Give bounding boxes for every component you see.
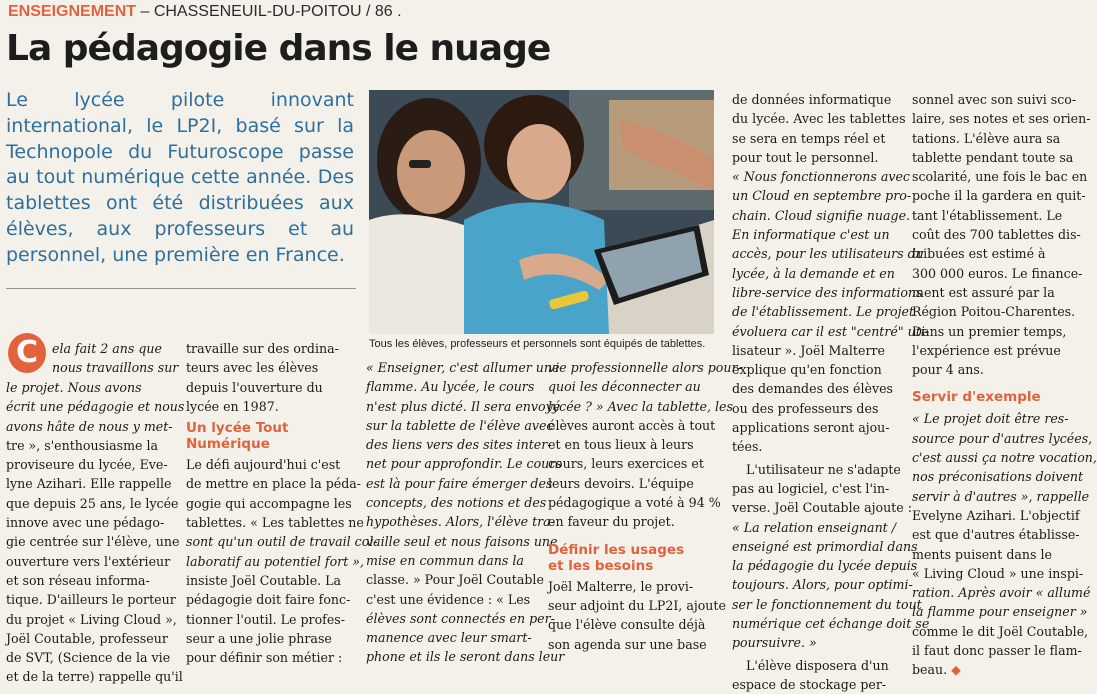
text-line: tablette pendant toute sa <box>912 149 1074 165</box>
text-line: sont qu'un outil de travail col- <box>186 534 378 550</box>
text-line: la pédagogie du lycée depuis <box>732 558 918 574</box>
text-line: chain. Cloud signifie nuage. <box>732 207 911 223</box>
text-line: et de la terre) rappelle qu'il <box>6 669 183 685</box>
text-line: applications seront ajou- <box>732 420 890 436</box>
text-line: source pour d'autres lycées, <box>912 430 1093 446</box>
text-line: ouverture vers l'extérieur <box>6 553 171 569</box>
text-line: écrit une pédagogie et nous <box>6 399 185 415</box>
text-line: coût des 700 tablettes dis- <box>912 227 1081 243</box>
text-line: numérique cet échange doit se <box>732 616 930 632</box>
text-line: lisateur ». Joël Malterre <box>732 342 885 358</box>
text-line: il faut donc passer le flam- <box>912 643 1082 659</box>
text-line: sonnel avec son suivi sco- <box>912 92 1077 107</box>
text-line: explique qu'en fonction <box>732 362 882 378</box>
text-line: se sera en temps réel et <box>732 130 886 146</box>
text-line: accès, pour les utilisateurs du <box>732 246 924 262</box>
text-line: vaille seul et nous faisons une <box>366 533 558 549</box>
text-line: des liens vers des sites inter- <box>366 437 552 453</box>
text-line: « Le projet doit être res- <box>912 411 1069 427</box>
text-line: « Enseigner, c'est allumer une <box>366 360 560 375</box>
text-line: Joël Coutable, professeur <box>6 630 168 646</box>
text-line: toujours. Alors, pour optimi- <box>732 577 913 593</box>
article-photo <box>369 90 714 334</box>
text-line: de données informatique <box>732 92 892 107</box>
text-line: flamme. Au lycée, le cours <box>366 379 535 395</box>
column-4 <box>548 358 742 654</box>
text-line: ser le fonctionnement du tout <box>732 596 922 612</box>
text-line: « Living Cloud » une inspi- <box>912 565 1084 581</box>
text-line: de l'établissement. Le projet <box>732 304 915 320</box>
classroom-photo-illustration <box>369 90 714 334</box>
text-line: Joël Malterre, le provi- <box>548 578 694 594</box>
text-line: élèves auront accès à tout <box>548 417 716 433</box>
text-line: élèves sont connectés en per- <box>366 610 555 626</box>
text-line: innove avec une pédago- <box>6 515 165 531</box>
text-line: tées. <box>732 439 763 455</box>
text-line: est que d'autres établisse- <box>912 527 1080 543</box>
article-standfirst: Le lycée pilote innovant international, le LP2I, basé sur la Technopole du Futuroscope passe au tout numérique cette année. Des tablettes ont été distribuées aux élèves, aux professeurs et au personnel, une première en France. <box>6 89 354 266</box>
subheading-servir-exemple: Servir d'exemple <box>912 389 1041 406</box>
text-line: laire, ses notes et ses orien- <box>912 111 1091 127</box>
column-2 <box>186 339 378 667</box>
text-line: lyne Azihari. Elle rappelle <box>6 476 172 492</box>
text-line: ment est assuré par la <box>912 284 1055 300</box>
text-line: ela fait 2 ans que <box>52 341 162 356</box>
text-line: « La relation enseignant / <box>732 519 896 535</box>
text-line: en faveur du projet. <box>548 514 675 530</box>
text-line: L'élève disposera d'un <box>746 657 889 673</box>
text-line: tribuées est estimé à <box>912 246 1046 262</box>
text-line: que depuis 25 ans, le lycée <box>6 495 179 511</box>
text-line: comme le dit Joël Coutable, <box>912 623 1089 639</box>
column-3 <box>366 358 565 667</box>
location-label: – CHASSENEUIL-DU-POITOU / 86 . <box>140 3 402 20</box>
text-line: gogie qui accompagne les <box>186 495 352 511</box>
drop-cap: C <box>8 333 46 373</box>
text-line: tablettes. « Les tablettes ne <box>186 515 364 531</box>
end-mark-icon: ◆ <box>951 662 961 678</box>
text-line: mise en commun dans la <box>366 552 524 568</box>
text-line: 300 000 euros. Le finance- <box>912 265 1083 281</box>
text-line: tique. D'ailleurs le porteur <box>6 592 176 608</box>
text-line: du lycée. Avec les tablettes <box>732 111 906 127</box>
text-line: manence avec leur smart- <box>366 630 532 646</box>
text-line: et en tous lieux à leurs <box>548 437 694 453</box>
text-line: « Nous fonctionnerons avec <box>732 169 910 185</box>
text-line: et son réseau informa- <box>6 572 150 588</box>
text-line: L'utilisateur ne s'adapte <box>746 461 901 477</box>
text-line: des demandes des élèves <box>732 381 893 397</box>
text-line: hypothèses. Alors, l'élève tra- <box>366 514 555 530</box>
text-line: du projet « Living Cloud », <box>6 611 177 627</box>
text-line-last <box>912 660 1078 679</box>
text-line: pour tout le personnel. <box>732 149 879 165</box>
text-line: depuis l'ouverture du <box>186 379 323 395</box>
text-line: travaille sur des ordina- <box>186 341 339 356</box>
text-line: beau. <box>912 662 948 678</box>
text-line: tre », s'enthousiasme la <box>6 437 158 453</box>
text-line: pas au logiciel, c'est l'in- <box>732 480 890 496</box>
text-line: teurs avec les élèves <box>186 360 319 376</box>
text-line: poursuivre. » <box>732 635 817 651</box>
column-1 <box>52 339 179 378</box>
text-line: Région Poitou-Charentes. <box>912 304 1076 320</box>
text-line: proviseure du lycée, Eve- <box>6 457 168 473</box>
text-line: lycée, à la demande et en <box>732 265 895 281</box>
column-6 <box>912 90 1097 680</box>
text-line: pédagogique a voté à 94 % <box>548 495 721 511</box>
article-headline: La pédagogie dans le nuage <box>6 28 551 69</box>
text-line: évoluera car il est "centré" uti- <box>732 323 930 339</box>
text-line: Evelyne Azihari. L'objectif <box>912 507 1080 523</box>
text-line: seur a une jolie phrase <box>186 630 332 646</box>
section-kicker <box>8 3 402 21</box>
text-line: est là pour faire émerger des <box>366 475 553 491</box>
text-line: pédagogie doit faire fonc- <box>186 592 351 608</box>
text-line: lycée ? » Avec la tablette, les <box>548 398 733 414</box>
text-line: de SVT, (Science de la vie <box>6 650 171 666</box>
photo-caption: Tous les élèves, professeurs et personnels sont équipés de tablettes. <box>369 338 706 350</box>
text-line: cours, leurs exercices et <box>548 456 704 472</box>
text-line: gie centrée sur l'élève, une <box>6 534 180 550</box>
text-line: tionner l'outil. Le profes- <box>186 611 345 627</box>
section-label: ENSEIGNEMENT <box>8 3 137 20</box>
text-line: net pour approfondir. Le cours <box>366 456 562 472</box>
text-line: ration. Après avoir « allumé <box>912 585 1091 601</box>
text-line: pour définir son métier : <box>186 650 343 666</box>
text-line: l'expérience est prévue <box>912 342 1061 358</box>
text-line: avons hâte de nous y met- <box>6 418 173 434</box>
text-line: ou des professeurs des <box>732 400 879 416</box>
standfirst-divider <box>6 288 356 289</box>
subheading-lycee-numerique: Un lycée Tout Numérique <box>186 420 289 453</box>
text-line: c'est une évidence : « Les <box>366 591 531 607</box>
text-line: En informatique c'est un <box>732 227 890 243</box>
subheading-definir-usages: Définir les usages et les besoins <box>548 541 685 574</box>
text-line: classe. » Pour Joël Coutable <box>366 572 544 588</box>
text-line: pour 4 ans. <box>912 362 984 378</box>
text-line: vie professionnelle alors pour- <box>548 360 742 375</box>
text-line: que l'élève consulte déjà <box>548 617 706 633</box>
text-line: libre-service des informations <box>732 284 923 300</box>
text-line: verse. Joël Coutable ajoute : <box>732 500 912 516</box>
text-line: concepts, des notions et des <box>366 495 547 511</box>
text-line: insiste Joël Coutable. La <box>186 572 342 588</box>
text-line: Le défi aujourd'hui c'est <box>186 457 341 473</box>
text-line: n'est plus dicté. Il sera envoyé <box>366 398 561 414</box>
text-line: un Cloud en septembre pro- <box>732 188 912 204</box>
text-line: phone et ils le seront dans leur <box>366 649 565 665</box>
text-line: Dans un premier temps, <box>912 323 1067 339</box>
column-1-body <box>6 378 185 687</box>
text-line: quoi les déconnecter au <box>548 379 701 395</box>
text-line: tant l'établissement. Le <box>912 207 1063 223</box>
text-line: servir à d'autres », rappelle <box>912 488 1090 504</box>
text-line: nous travaillons sur <box>52 360 179 376</box>
text-line: seur adjoint du LP2I, ajoute <box>548 597 726 613</box>
text-line: c'est aussi ça notre vocation, <box>912 450 1097 466</box>
text-line: son agenda sur une base <box>548 636 707 652</box>
text-line: lycée en 1987. <box>186 398 279 414</box>
text-line: espace de stockage per- <box>732 676 887 692</box>
text-line: scolarité, une fois le bac en <box>912 169 1088 185</box>
text-line: enseigné est primordial dans <box>732 538 918 554</box>
text-line: leurs devoirs. L'équipe <box>548 475 694 491</box>
text-line: poche il la gardera en quit- <box>912 188 1086 204</box>
text-line: la flamme pour enseigner » <box>912 604 1088 620</box>
text-line: sur la tablette de l'élève avec <box>366 417 554 433</box>
text-line: laboratif au potentiel fort », <box>186 553 364 569</box>
text-line: de mettre en place la péda- <box>186 476 362 492</box>
text-line: le projet. Nous avons <box>6 380 142 395</box>
text-line: tations. L'élève aura sa <box>912 130 1061 146</box>
text-line: ments puisent dans le <box>912 546 1052 562</box>
text-line: nos préconisations doivent <box>912 469 1084 485</box>
